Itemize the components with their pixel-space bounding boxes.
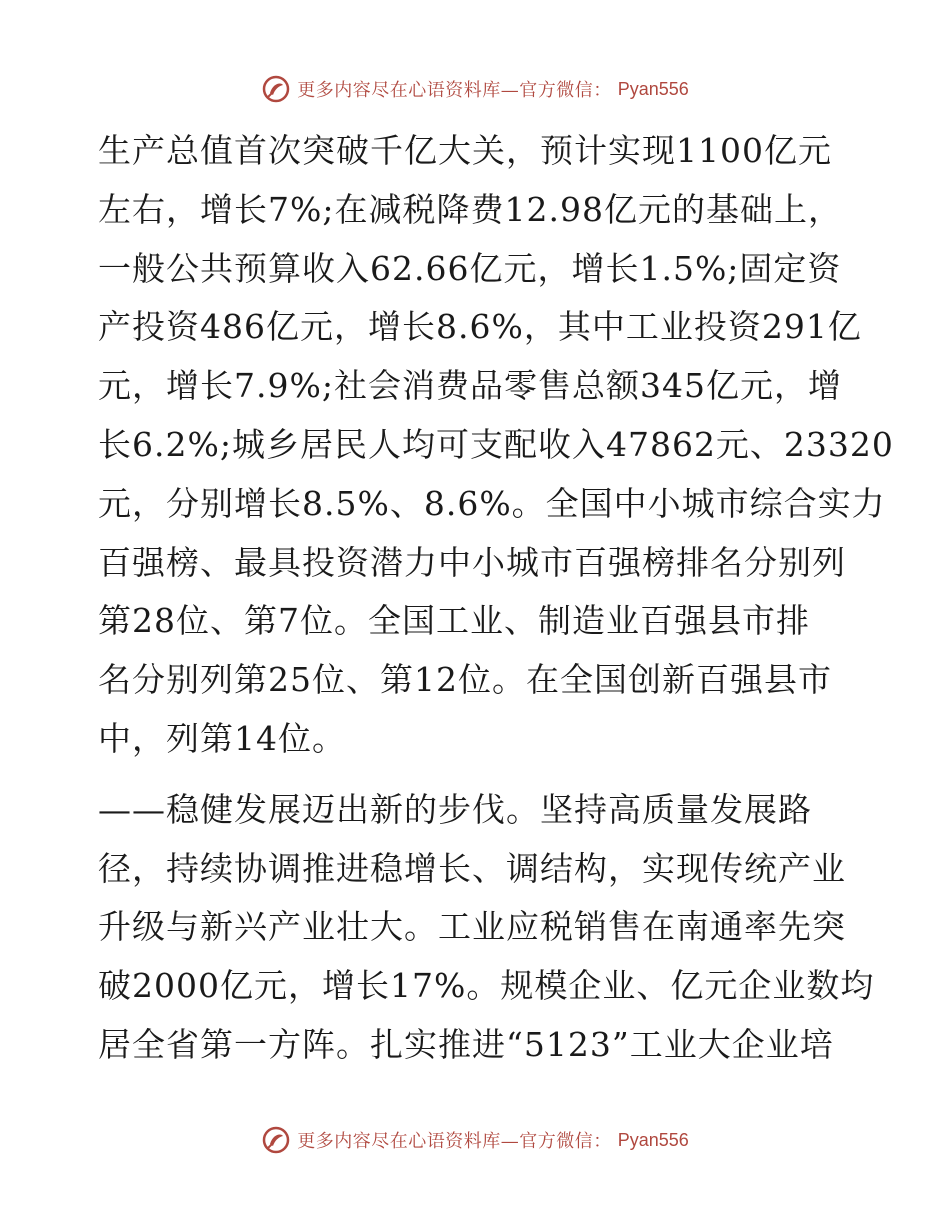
text-line: 破2000亿元，增长17%。规模企业、亿元企业数均 bbox=[98, 966, 875, 1006]
header-contact-id: Pyan556 bbox=[617, 78, 689, 99]
footer-banner-text: 更多内容尽在心语资料库—官方微信： bbox=[297, 1131, 612, 1152]
header-banner-text: 更多内容尽在心语资料库—官方微信： bbox=[297, 80, 612, 101]
text-line: 元，增长7.9%;社会消费品零售总额345亿元，增 bbox=[98, 366, 842, 406]
text-line: ——稳健发展迈出新的步伐。坚持高质量发展路 bbox=[98, 789, 812, 829]
text-line: 左右，增长7%;在减税降费12.98亿元的基础上， bbox=[98, 189, 842, 229]
document-body bbox=[98, 122, 894, 1075]
text-line: 生产总值首次突破千亿大关，预计实现1100亿元 bbox=[98, 131, 832, 170]
text-line: 产投资486亿元，增长8.6%，其中工业投资291亿 bbox=[98, 307, 862, 347]
text-line: 名分别列第25位、第12位。在全国创新百强县市 bbox=[98, 660, 832, 700]
text-line: 升级与新兴产业壮大。工业应税销售在南通率先突 bbox=[98, 907, 846, 947]
logo-icon bbox=[261, 74, 291, 104]
header-banner bbox=[0, 74, 950, 104]
text-line: 居全省第一方阵。扎实推进“5123”工业大企业培 bbox=[98, 1024, 834, 1064]
text-line: 第28位、第7位。全国工业、制造业百强县市排 bbox=[98, 601, 810, 641]
footer-banner bbox=[0, 1125, 950, 1155]
text-line: 百强榜、最具投资潜力中小城市百强榜排名分别列 bbox=[98, 542, 846, 582]
text-line: 中，列第14位。 bbox=[98, 718, 346, 758]
paragraph bbox=[98, 122, 894, 769]
paragraph bbox=[98, 781, 875, 1075]
logo-icon bbox=[261, 1125, 291, 1155]
text-line: 径，持续协调推进稳增长、调结构，实现传统产业 bbox=[98, 848, 846, 888]
text-line: 长6.2%;城乡居民人均可支配收入47862元、23320 bbox=[98, 424, 894, 464]
paragraph-gap bbox=[98, 769, 858, 781]
text-line: 一般公共预算收入62.66亿元，增长1.5%;固定资 bbox=[98, 248, 842, 288]
footer-contact-id: Pyan556 bbox=[617, 1129, 689, 1150]
text-line: 元，分别增长8.5%、8.6%。全国中小城市综合实力 bbox=[98, 483, 886, 523]
